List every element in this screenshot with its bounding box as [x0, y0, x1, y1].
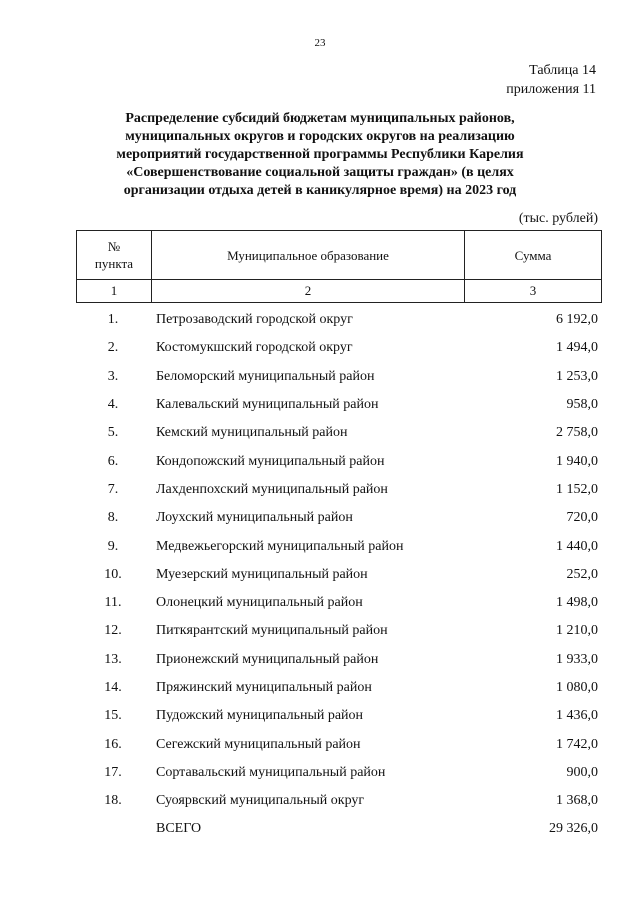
- row-municipality: Сегежский муниципальный район: [156, 736, 361, 752]
- row-number: 12.: [104, 623, 122, 639]
- table-row: [76, 363, 602, 391]
- header-numbering-row: [77, 280, 602, 303]
- page-number: 23: [314, 37, 326, 49]
- row-sum: 1 940,0: [556, 453, 598, 469]
- header-municipality: Муниципальное образование: [152, 231, 465, 280]
- row-municipality: Суоярвский муниципальный округ: [156, 793, 365, 809]
- row-number: 2.: [107, 340, 119, 356]
- table-row: [76, 646, 602, 674]
- table-row: [76, 532, 602, 560]
- table-header: [76, 230, 602, 303]
- row-number: 15.: [104, 708, 122, 724]
- row-sum: 1 368,0: [556, 793, 598, 809]
- row-municipality: Костомукшский городской округ: [156, 340, 353, 356]
- row-number: 8.: [107, 510, 119, 526]
- table-row: [76, 419, 602, 447]
- header-row: [77, 231, 602, 280]
- table-row: [76, 787, 602, 815]
- row-municipality: Беломорский муниципальный район: [156, 368, 375, 384]
- row-municipality: ВСЕГО: [156, 821, 202, 837]
- row-number: 13.: [104, 651, 122, 667]
- table-ref-line1: Таблица 14: [529, 63, 596, 78]
- row-municipality: Лахденпохский муниципальный район: [156, 481, 388, 497]
- row-municipality: Лоухский муниципальный район: [156, 510, 353, 526]
- row-sum: 1 436,0: [556, 708, 598, 724]
- row-sum: 2 758,0: [556, 425, 598, 441]
- table-row: [76, 561, 602, 589]
- table-body: [76, 306, 602, 844]
- header-sum: Сумма: [465, 231, 602, 280]
- row-sum: 252,0: [566, 566, 598, 582]
- header-number-label: пункта: [94, 256, 134, 271]
- row-number: 16.: [104, 736, 122, 752]
- row-municipality: Олонецкий муниципальный район: [156, 595, 363, 611]
- header-col-index-3: 3: [465, 280, 602, 303]
- table-row: [76, 702, 602, 730]
- row-municipality: Петрозаводский городской округ: [156, 312, 353, 328]
- row-sum: 1 440,0: [556, 538, 598, 554]
- row-sum: 1 152,0: [556, 481, 598, 497]
- row-number: 17.: [104, 764, 122, 780]
- row-sum: 1 080,0: [556, 680, 598, 695]
- document-title: Распределение субсидий бюджетам муниципальных районов, муниципальных округов и городских округов на реализацию мероприятий государственной программы Республики Карелия «Совершенствование социальной защиты граждан» (в целях организации отдыха детей в каникулярное время) на 2023 год: [116, 111, 524, 198]
- row-municipality: Пудожский муниципальный район: [156, 708, 364, 724]
- row-number: 11.: [104, 595, 122, 611]
- row-number: 7.: [107, 481, 119, 497]
- row-municipality: Калевальский муниципальный район: [156, 397, 379, 413]
- row-number: 14.: [104, 680, 122, 695]
- row-sum: 1 498,0: [556, 595, 598, 611]
- row-number: 1.: [107, 312, 119, 328]
- header-number-cell: [77, 231, 152, 280]
- row-sum: 1 742,0: [556, 736, 598, 752]
- row-sum: 958,0: [566, 397, 598, 413]
- row-sum: 900,0: [566, 764, 598, 780]
- row-municipality: Муезерский муниципальный район: [156, 566, 368, 582]
- table-row: [76, 391, 602, 419]
- row-municipality: Прионежский муниципальный район: [156, 651, 379, 667]
- row-sum: 720,0: [566, 510, 598, 526]
- table-row: [76, 447, 602, 475]
- row-number: 5.: [107, 425, 119, 441]
- row-number: 6.: [107, 453, 119, 469]
- row-sum: 1 494,0: [556, 340, 598, 356]
- row-number: 10.: [104, 566, 122, 582]
- table-row: [76, 334, 602, 362]
- row-sum: 1 210,0: [556, 623, 598, 639]
- row-sum: 1 253,0: [556, 368, 598, 384]
- header-number-symbol: №: [107, 239, 121, 254]
- table-row: [76, 815, 602, 843]
- header-col-index-1: 1: [77, 280, 152, 303]
- table-row: [76, 504, 602, 532]
- row-number: 9.: [107, 538, 119, 554]
- table-row: [76, 674, 602, 702]
- row-sum: 6 192,0: [556, 312, 598, 328]
- row-sum: 29 326,0: [549, 821, 598, 837]
- row-number: 3.: [107, 368, 119, 384]
- row-municipality: Питкярантский муниципальный район: [156, 623, 388, 639]
- table-row: [76, 476, 602, 504]
- table-row: [76, 730, 602, 758]
- table-ref-line2: приложения 11: [506, 82, 596, 97]
- header-col-index-2: 2: [152, 280, 465, 303]
- row-number: 4.: [107, 397, 119, 413]
- row-municipality: Пряжинский муниципальный район: [156, 680, 372, 695]
- row-municipality: Медвежьегорский муниципальный район: [156, 538, 404, 554]
- table-row: [76, 589, 602, 617]
- table-row: [76, 306, 602, 334]
- row-municipality: Кондопожский муниципальный район: [156, 453, 385, 469]
- row-municipality: Кемский муниципальный район: [156, 425, 348, 441]
- row-number: 18.: [104, 793, 122, 809]
- table-row: [76, 617, 602, 645]
- table-reference: [506, 61, 596, 99]
- row-sum: 1 933,0: [556, 651, 598, 667]
- table-row: [76, 759, 602, 787]
- units-label: (тыс. рублей): [518, 211, 598, 226]
- row-municipality: Сортавальский муниципальный район: [156, 764, 386, 780]
